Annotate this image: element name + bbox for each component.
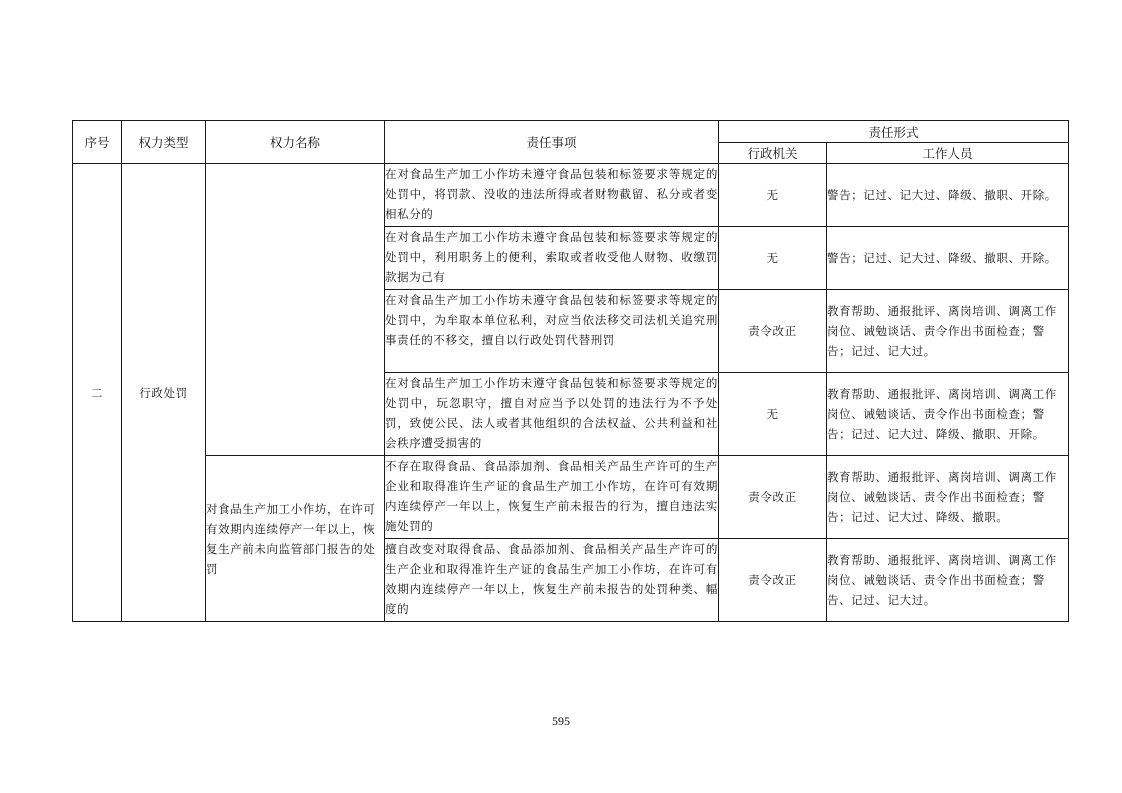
power-name-cell-2: 对食品生产加工小作坊，在许可有效期内连续停产一年以上，恢复生产前未向监管部门报告的处罚 — [206, 456, 385, 622]
header-seq: 序号 — [73, 121, 122, 164]
admin-org-cell: 责令改正 — [719, 456, 827, 539]
power-name-cell-1 — [206, 164, 385, 456]
admin-org-cell: 责令改正 — [719, 539, 827, 622]
admin-org-cell: 无 — [719, 227, 827, 290]
header-admin-org: 行政机关 — [719, 143, 827, 164]
header-power-type: 权力类型 — [122, 121, 206, 164]
admin-org-cell: 无 — [719, 164, 827, 227]
duty-cell: 在对食品生产加工小作坊未遵守食品包装和标签要求等规定的处罚中，将罚款、没收的违法所得或者财物截留、私分或者变相私分的 — [385, 164, 719, 227]
page-number: 595 — [552, 714, 570, 728]
admin-org-cell: 责令改正 — [719, 290, 827, 373]
staff-cell: 教育帮助、通报批评、离岗培训、调离工作岗位、诫勉谈话、责令作出书面检查；警告；记过、记大过、降级、撤职、开除。 — [827, 373, 1069, 456]
staff-cell: 教育帮助、通报批评、离岗培训、调离工作岗位、诫勉谈话、责令作出书面检查；警告、记过、记大过。 — [827, 539, 1069, 622]
staff-cell: 教育帮助、通报批评、离岗培训、调离工作岗位、诫勉谈话、责令作出书面检查；警告；记过、记大过、降级、撤职。 — [827, 456, 1069, 539]
duty-cell: 不存在取得食品、食品添加剂、食品相关产品生产许可的生产企业和取得准许生产证的食品生产加工小作坊，在许可有效期内连续停产一年以上，恢复生产前未报告的行为，擅自违法实施处罚的 — [385, 456, 719, 539]
header-duty-items: 责任事项 — [385, 121, 719, 164]
responsibility-table — [72, 120, 1069, 622]
group-power-type-cell: 行政处罚 — [122, 164, 206, 622]
duty-cell: 在对食品生产加工小作坊未遵守食品包装和标签要求等规定的处罚中，玩忽职守，擅自对应当予以处罚的违法行为不予处罚，致使公民、法人或者其他组织的合法权益、公共利益和社会秩序遭受损害的 — [385, 373, 719, 456]
duty-cell: 在对食品生产加工小作坊未遵守食品包装和标签要求等规定的处罚中，利用职务上的便利，索取或者收受他人财物、收缴罚款据为己有 — [385, 227, 719, 290]
duty-cell: 擅自改变对取得食品、食品添加剂、食品相关产品生产许可的生产企业和取得准许生产证的食品生产加工小作坊，在许可有效期内连续停产一年以上，恢复生产前未报告的处罚种类、幅度的 — [385, 539, 719, 622]
group-seq-cell: 二 — [73, 164, 122, 622]
staff-cell: 教育帮助、通报批评、离岗培训、调离工作岗位、诫勉谈话、责令作出书面检查；警告；记过、记大过。 — [827, 290, 1069, 373]
staff-cell: 警告；记过、记大过、降级、撤职、开除。 — [827, 227, 1069, 290]
admin-org-cell: 无 — [719, 373, 827, 456]
header-power-name: 权力名称 — [206, 121, 385, 164]
header-responsibility-form: 责任形式 — [719, 121, 1069, 143]
staff-cell: 警告；记过、记大过、降级、撤职、开除。 — [827, 164, 1069, 227]
duty-cell: 在对食品生产加工小作坊未遵守食品包装和标签要求等规定的处罚中，为牟取本单位私利，对应当依法移交司法机关追究刑事责任的不移交，擅自以行政处罚代替刑罚 — [385, 290, 719, 373]
header-staff: 工作人员 — [827, 143, 1069, 164]
